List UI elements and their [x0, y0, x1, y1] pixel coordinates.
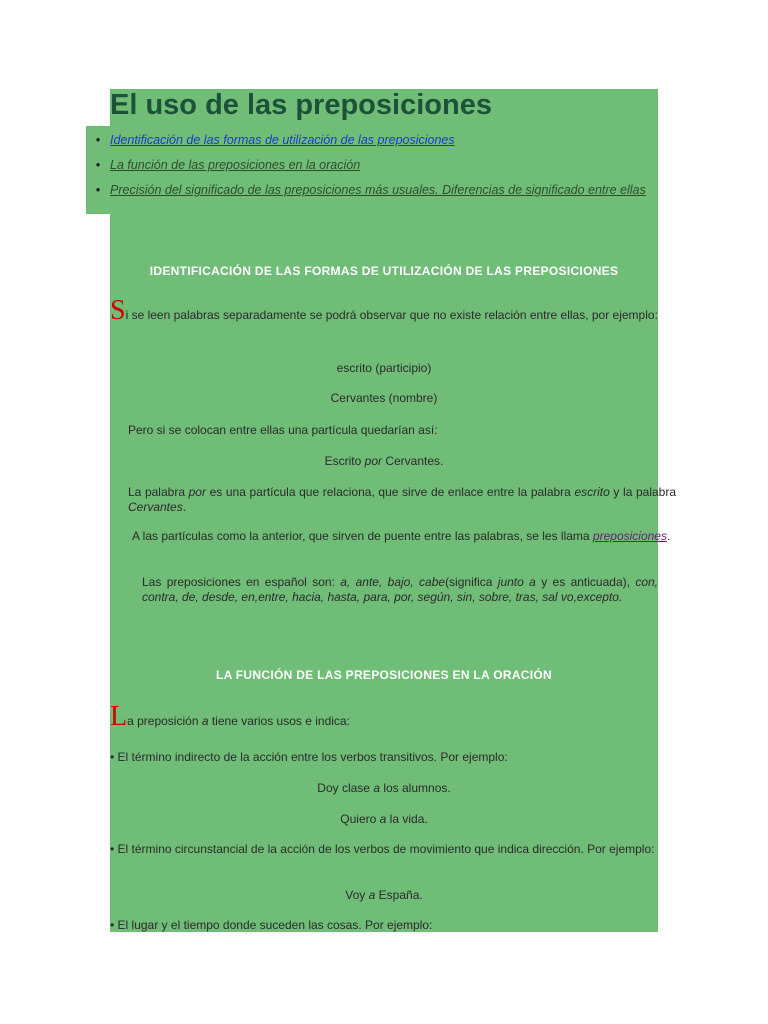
section-heading: IDENTIFICACIÓN DE LAS FORMAS DE UTILIZACIÓN DE LAS PREPOSICIONES	[149, 264, 619, 278]
example-line: escrito (participio)	[336, 361, 432, 375]
drop-cap: S	[110, 295, 126, 326]
example-line: Cervantes (nombre)	[330, 391, 438, 405]
paragraph	[110, 295, 658, 326]
paragraph	[110, 575, 658, 604]
text: i se leen palabras separadamente se podrá observar que no existe relación entre ellas, por ejemplo:	[125, 308, 658, 322]
text: la vida.	[386, 812, 428, 826]
text: a	[201, 714, 209, 728]
text: España.	[375, 888, 423, 902]
text: Doy clase	[317, 781, 374, 795]
bullet-paragraph: • El término indirecto de la acción entre los verbos transitivos. Por ejemplo:	[110, 750, 508, 764]
text: a, ante, bajo, cabe	[340, 575, 446, 589]
paragraph	[110, 701, 658, 732]
text: a	[368, 888, 376, 902]
text: es una partícula que relaciona, que sirve de enlace entre la palabra	[205, 485, 575, 499]
text: a preposición	[127, 714, 202, 728]
page-title: El uso de las preposiciones	[110, 89, 492, 121]
text: La palabra	[128, 485, 189, 499]
paragraph	[110, 485, 676, 514]
text: a	[373, 781, 380, 795]
example-line	[110, 781, 658, 796]
paragraph: Pero si se colocan entre ellas una partícula quedarían así:	[128, 423, 438, 437]
text: por	[188, 485, 206, 499]
text: por	[364, 454, 382, 468]
toc-link[interactable]: Precisión del significado de las preposiciones más usuales. Diferencias de significado entre ellas	[110, 183, 646, 197]
drop-cap: L	[110, 701, 128, 732]
text: A las partículas como la anterior, que sirven de puente entre las palabras, se les llama	[132, 529, 593, 543]
example-line	[110, 454, 658, 469]
text: y es anticuada),	[535, 575, 636, 589]
bullet-icon: •	[95, 183, 101, 197]
bullet-paragraph: • El lugar y el tiempo donde suceden las cosas. Por ejemplo:	[110, 918, 433, 932]
text: .	[182, 499, 187, 514]
text: Voy	[345, 888, 369, 902]
preposiciones-link[interactable]: preposiciones	[592, 529, 667, 543]
text: .	[666, 529, 671, 543]
text: Escrito	[324, 454, 365, 468]
text: Quiero	[340, 812, 380, 826]
text: y la palabra	[609, 485, 677, 499]
bullet-paragraph: • El término circunstancial de la acción de los verbos de movimiento que indica dirección. Por ejemplo:	[110, 842, 655, 856]
toc-link[interactable]: Identificación de las formas de utilización de las preposiciones	[110, 133, 455, 147]
text: con, contra, de, desde, en,entre, hacia, hasta, para, por, según, sin, sobre, tras, sal vo,excepto.	[142, 575, 659, 604]
section-heading: LA FUNCIÓN DE LAS PREPOSICIONES EN LA ORACIÓN	[216, 668, 552, 682]
text: tiene varios usos e indica:	[208, 714, 350, 728]
bullet-icon: •	[95, 158, 101, 172]
text: Las preposiciones en español son:	[142, 575, 341, 589]
text: a	[379, 812, 387, 826]
text: Cervantes.	[382, 454, 444, 468]
text: (significa	[445, 575, 498, 589]
toc-link[interactable]: La función de las preposiciones en la oración	[110, 158, 361, 172]
bullet-icon: •	[95, 133, 101, 147]
text: junto a	[497, 575, 536, 589]
paragraph	[110, 529, 680, 544]
text: Cervantes	[128, 499, 183, 514]
text: los alumnos.	[380, 781, 451, 795]
text: escrito	[574, 485, 610, 499]
example-line	[110, 812, 658, 827]
example-line	[110, 888, 658, 903]
